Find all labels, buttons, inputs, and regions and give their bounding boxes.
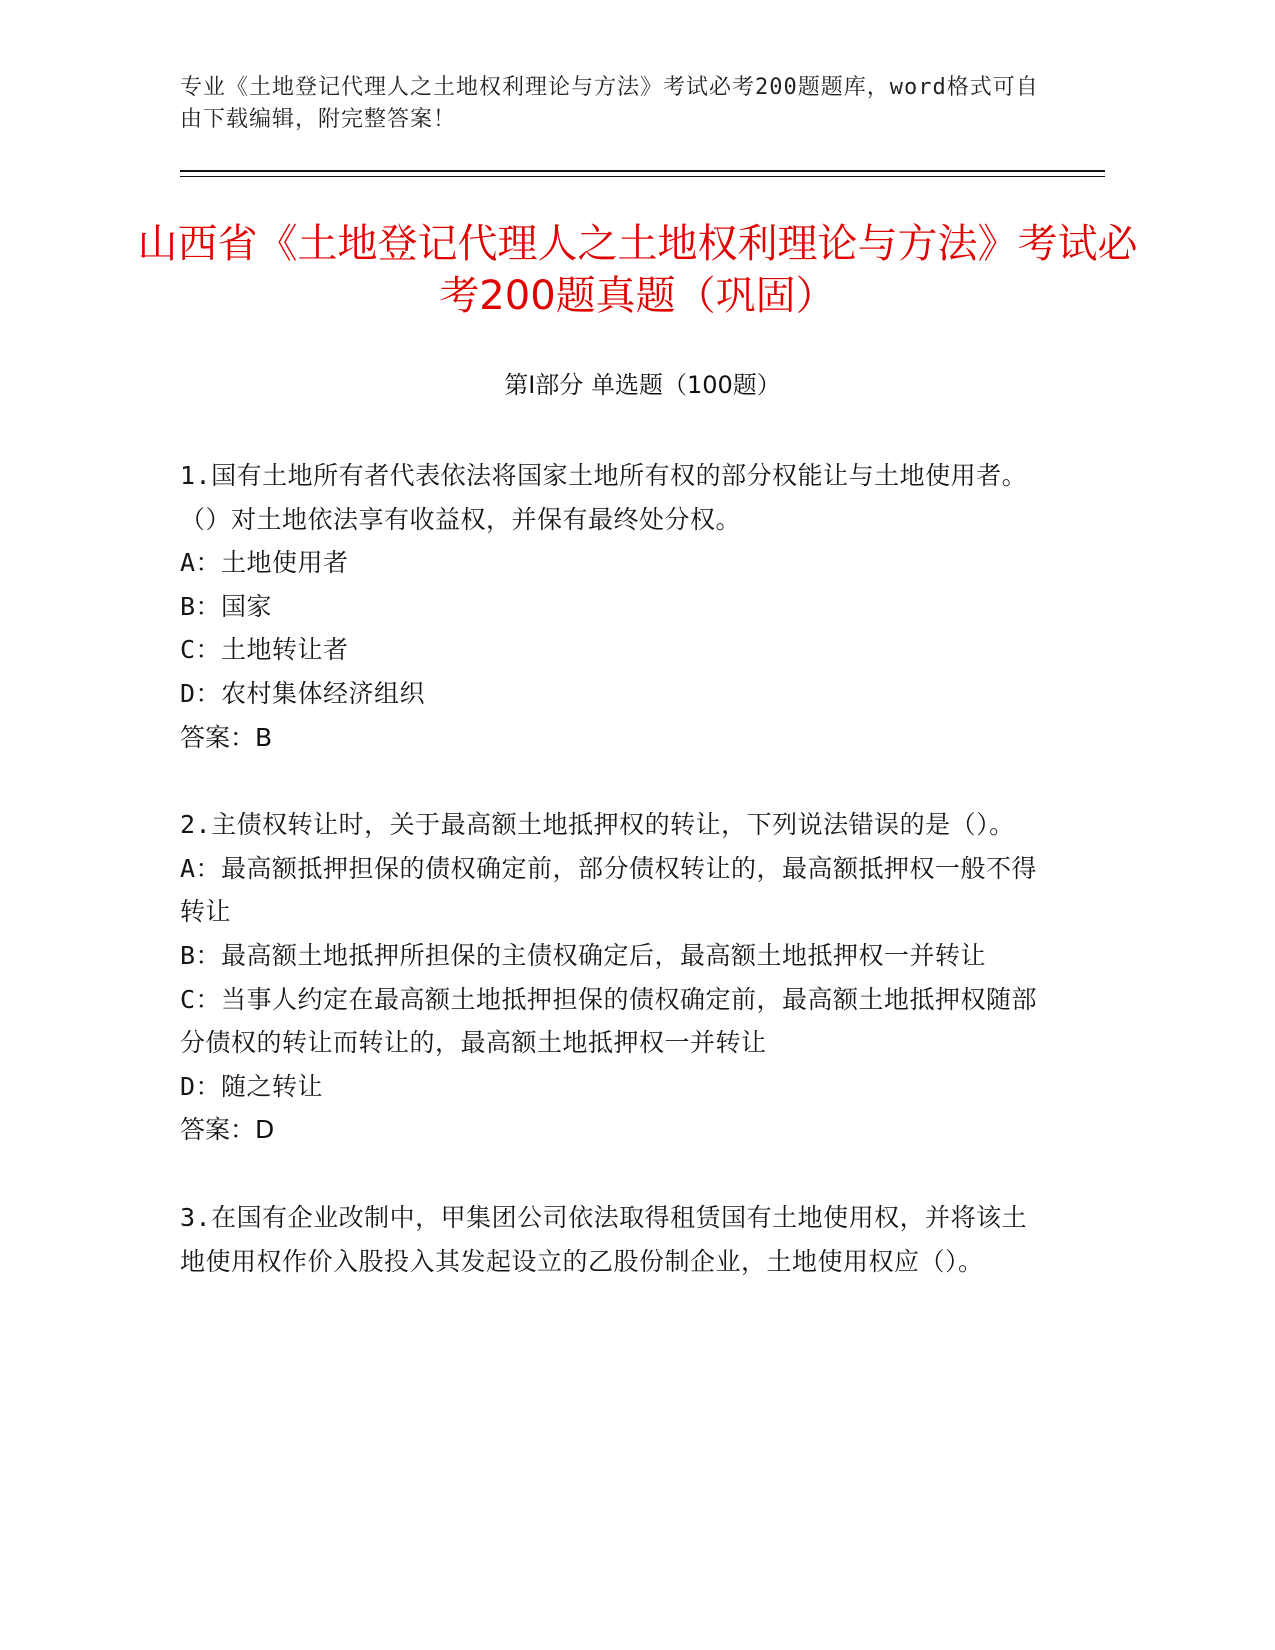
- option-c: C：当事人约定在最高额土地抵押担保的债权确定前，最高额土地抵押权随部分债权的转让而转让的，最高额土地抵押权一并转让: [180, 984, 1038, 1058]
- document-title: 山西省《土地登记代理人之土地权利理论与方法》考试必考200题真题（巩固）: [137, 221, 1138, 319]
- option-b: B：最高额土地抵押所担保的主债权确定后，最高额土地抵押权一并转让: [180, 940, 987, 970]
- option-a: A：最高额抵押担保的债权确定前，部分债权转让的，最高额抵押权一般不得转让: [180, 853, 1038, 927]
- answer: 答案：D: [180, 1115, 275, 1145]
- question-stem: 3.在国有企业改制中，甲集团公司依法取得租赁国有土地使用权，并将该土地使用权作价入股投入其发起设立的乙股份制企业，土地使用权应（）。: [180, 1202, 1028, 1276]
- option-d: D：农村集体经济组织: [180, 678, 426, 708]
- option-a: A：土地使用者: [180, 548, 349, 578]
- header-divider-thick: [180, 170, 1105, 172]
- question-list: [180, 454, 1040, 1327]
- question-stem: 2.主债权转让时，关于最高额土地抵押权的转让，下列说法错误的是（）。: [180, 810, 1015, 840]
- option-b: B：国家: [180, 591, 273, 621]
- header-divider-thin: [180, 176, 1105, 177]
- question-2: [180, 803, 1040, 1152]
- question-3: [180, 1196, 1040, 1283]
- question-1: [180, 454, 1040, 759]
- answer: 答案：B: [180, 722, 273, 752]
- option-c: C：土地转让者: [180, 635, 349, 665]
- section-heading: 第Ⅰ部分 单选题（100题）: [504, 371, 781, 399]
- question-stem: 1.国有土地所有者代表依法将国家土地所有权的部分权能让与土地使用者。（）对土地依法享有收益权，并保有最终处分权。: [180, 461, 1028, 534]
- header-note: 专业《土地登记代理人之土地权利理论与方法》考试必考200题题库，word格式可自由下载编辑，附完整答案！: [180, 75, 1039, 132]
- option-d: D：随之转让: [180, 1071, 324, 1101]
